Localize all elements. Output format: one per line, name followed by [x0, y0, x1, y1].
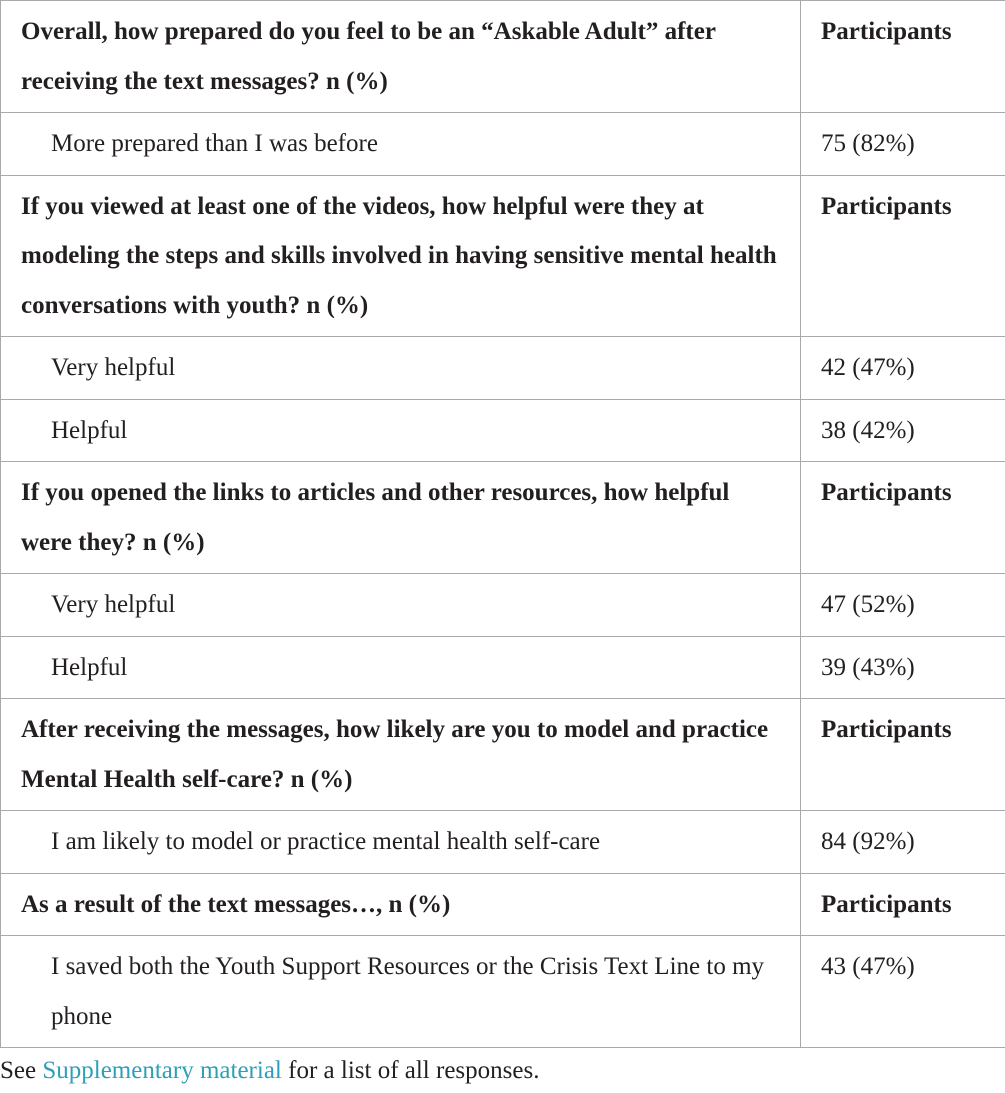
answer-value: 42 (47%): [801, 337, 1005, 400]
answer-value: 75 (82%): [801, 113, 1005, 176]
question-text: If you opened the links to articles and other resources, how helpful were they? n (%): [1, 462, 801, 574]
column-header-participants: Participants: [801, 1, 1005, 113]
question-row: [1, 1, 1005, 113]
question-row: [1, 873, 1005, 936]
footnote-suffix: for a list of all responses.: [281, 1057, 540, 1084]
answer-value: 43 (47%): [801, 936, 1005, 1048]
answer-label: I saved both the Youth Support Resources or the Crisis Text Line to my phone: [1, 936, 801, 1048]
footnote-prefix: See: [0, 1057, 43, 1084]
answer-label: Very helpful: [1, 574, 801, 637]
question-row: [1, 175, 1005, 337]
answer-label: I am likely to model or practice mental health self-care: [1, 811, 801, 874]
question-text: Overall, how prepared do you feel to be an “Askable Adult” after receiving the text messages? n (%): [1, 1, 801, 113]
answer-row: [1, 574, 1005, 637]
answer-row: [1, 113, 1005, 176]
column-header-participants: Participants: [801, 175, 1005, 337]
column-header-participants: Participants: [801, 699, 1005, 811]
answer-label: Very helpful: [1, 337, 801, 400]
question-text: As a result of the text messages…, n (%): [1, 873, 801, 936]
column-header-participants: Participants: [801, 462, 1005, 574]
answer-value: 84 (92%): [801, 811, 1005, 874]
answer-row: [1, 936, 1005, 1048]
answer-label: More prepared than I was before: [1, 113, 801, 176]
answer-label: Helpful: [1, 399, 801, 462]
question-row: [1, 699, 1005, 811]
question-text: If you viewed at least one of the videos, how helpful were they at modeling the steps and skills involved in having sensitive mental health conversations with youth? n (%): [1, 175, 801, 337]
question-text: After receiving the messages, how likely are you to model and practice Mental Health self-care? n (%): [1, 699, 801, 811]
column-header-participants: Participants: [801, 873, 1005, 936]
supplementary-material-link[interactable]: Supplementary material: [42, 1057, 282, 1084]
answer-row: [1, 399, 1005, 462]
answer-label: Helpful: [1, 636, 801, 699]
answer-value: 47 (52%): [801, 574, 1005, 637]
answer-value: 39 (43%): [801, 636, 1005, 699]
question-row: [1, 462, 1005, 574]
table-footnote: [0, 1049, 539, 1093]
answer-row: [1, 636, 1005, 699]
answer-value: 38 (42%): [801, 399, 1005, 462]
answer-row: [1, 337, 1005, 400]
answer-row: [1, 811, 1005, 874]
